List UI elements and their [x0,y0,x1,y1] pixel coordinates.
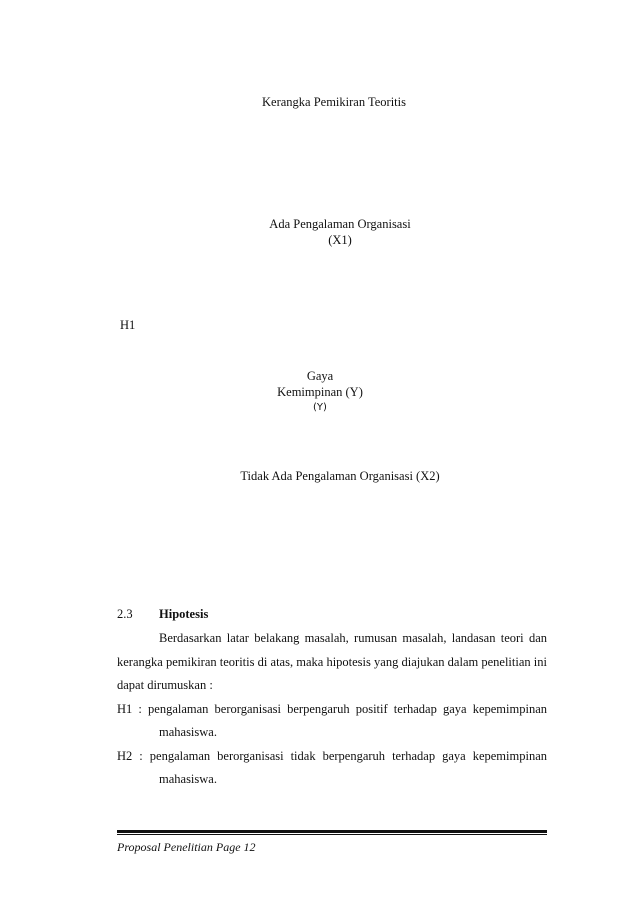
footer-rule-thick [117,830,547,833]
variable-y-label-1: Gaya [306,369,334,383]
section-title: Hipotesis [159,607,209,621]
hypothesis-arrow-label: H1 [120,318,136,332]
variable-x1-label: Ada Pengalaman Organisasi [269,217,411,231]
section-heading [117,607,208,622]
hypothesis-h1: H1 : pengalaman berorganisasi berpengaruh positif terhadap gaya kepemimpinan mahasiswa. [117,701,547,739]
variable-x1-code: (X1) [328,233,352,247]
page-footer: Proposal Penelitian Page 12 [117,840,256,854]
section-number: 2.3 [117,607,133,621]
variable-x2-box: Tidak Ada Pengalaman Organisasi (X2) [240,469,440,483]
variable-y-box [230,368,410,416]
hypothesis-h2: H2 : pengalaman berorganisasi tidak berpengaruh terhadap gaya kepemimpinan mahasiswa. [117,748,547,786]
framework-title: Kerangka Pemikiran Teoritis [262,95,406,109]
footer-rule-thin [117,834,547,835]
variable-y-code: (Y) [313,402,327,413]
intro-paragraph: Berdasarkan latar belakang masalah, rumusan masalah, landasan teori dan kerangka pemikiran teoritis di atas, maka hipotesis yang diajukan dalam penelitian ini dapat dirumuskan : [117,631,547,692]
variable-x1-box [200,216,480,248]
variable-y-label-2: Kemimpinan (Y) [277,385,363,399]
section-body [117,627,547,792]
